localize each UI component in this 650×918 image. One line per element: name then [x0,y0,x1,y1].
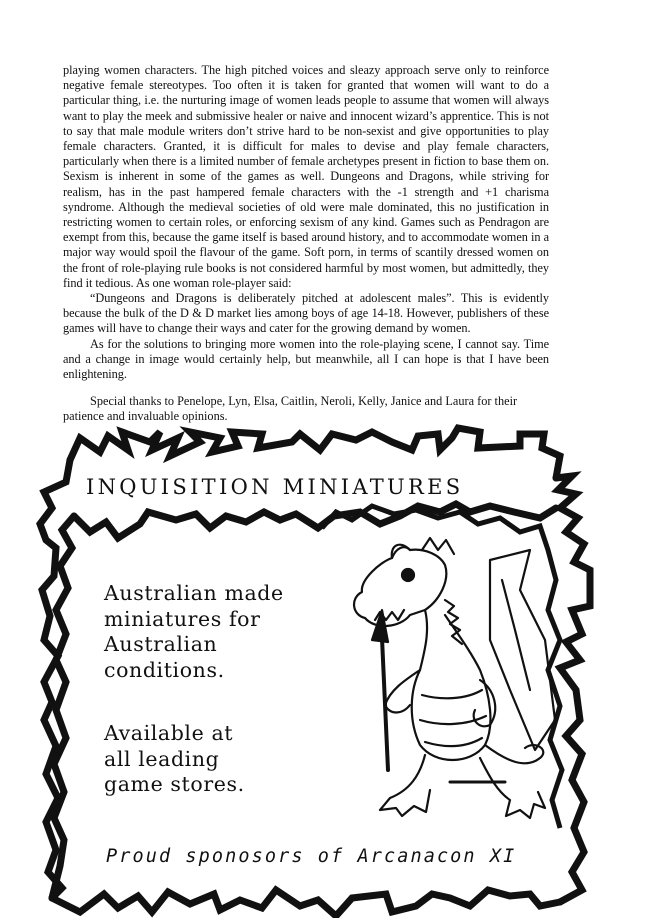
ad-copy-line: miniatures for [104,606,261,631]
ad-copy-availability [104,721,304,798]
acknowledgements-text: Special thanks to Penelope, Lyn, Elsa, Caitlin, Neroli, Kelly, Janice and Laura for their patience and invaluable opinions. [63,394,518,424]
ad-copy-line: Available at [104,721,234,745]
ad-copy-line: all leading [104,746,220,771]
ad-copy-line: Australian made [104,581,284,605]
article-paragraph-3: As for the solutions to bringing more women into the role-playing scene, I cannot say. Time and a change in image would certainly help, but meanwhile, all I can hope is that I have been enlightening. [63,336,549,382]
advertisement-inquisition-miniatures [0,420,650,918]
ad-copy-line: game stores. [104,772,245,796]
ad-copy-line: Australian [104,632,218,656]
dragon-illustration-icon [330,520,580,825]
article-paragraph-2: “Dungeons and Dragons is deliberately pitched at adolescent males”. This is evidently because the bulk of the D & D market lies among boys of age 14-18. However, publishers of these games will have to change their ways and cater for the growing demand by women. [63,291,549,336]
ad-copy-made-in-australia [104,581,304,683]
ad-title: INQUISITION MINIATURES [86,475,464,499]
ad-copy-line: conditions. [104,657,225,682]
article-paragraph-1: playing women characters. The high pitched voices and sleazy approach serve only to reinforce negative female stereotypes. Too often it is taken for granted that women will want to do a particular thing, i.e. the nurturing image of women leads people to assume that women will always want to play the meek and submissive healer or naive and innocent wizard’s apprentice. This is not to say that male module writers don’t strive hard to be non-sexist and give opportunities to play female characters. Granted, it is difficult for males to devise and play female characters, particularly when there is a limited number of female archetypes present in fiction to base them on. Sexism is inherent in some of the games as well. Dungeons and Dragons, while striving for realism, has in the past hampered female characters with the -1 strength and +1 charisma syndrome. Although the medieval societies of old were male dominated, this no justification in restricting women to certain roles, or enforcing sexism of any kind. Games such as Pendragon are exempt from this, because the game itself is based around history, and to accommodate women in a major way would spoil the flavour of the game. Soft porn, in terms of scantily dressed women on the front of role-playing rule books is not considered harmful by most women, but admittedly, they find it tedious. As one woman role-player said: [63,63,549,290]
ad-footer-sponsorship: Proud sponosors of Arcanacon XI [106,846,517,867]
article-body [63,63,549,382]
